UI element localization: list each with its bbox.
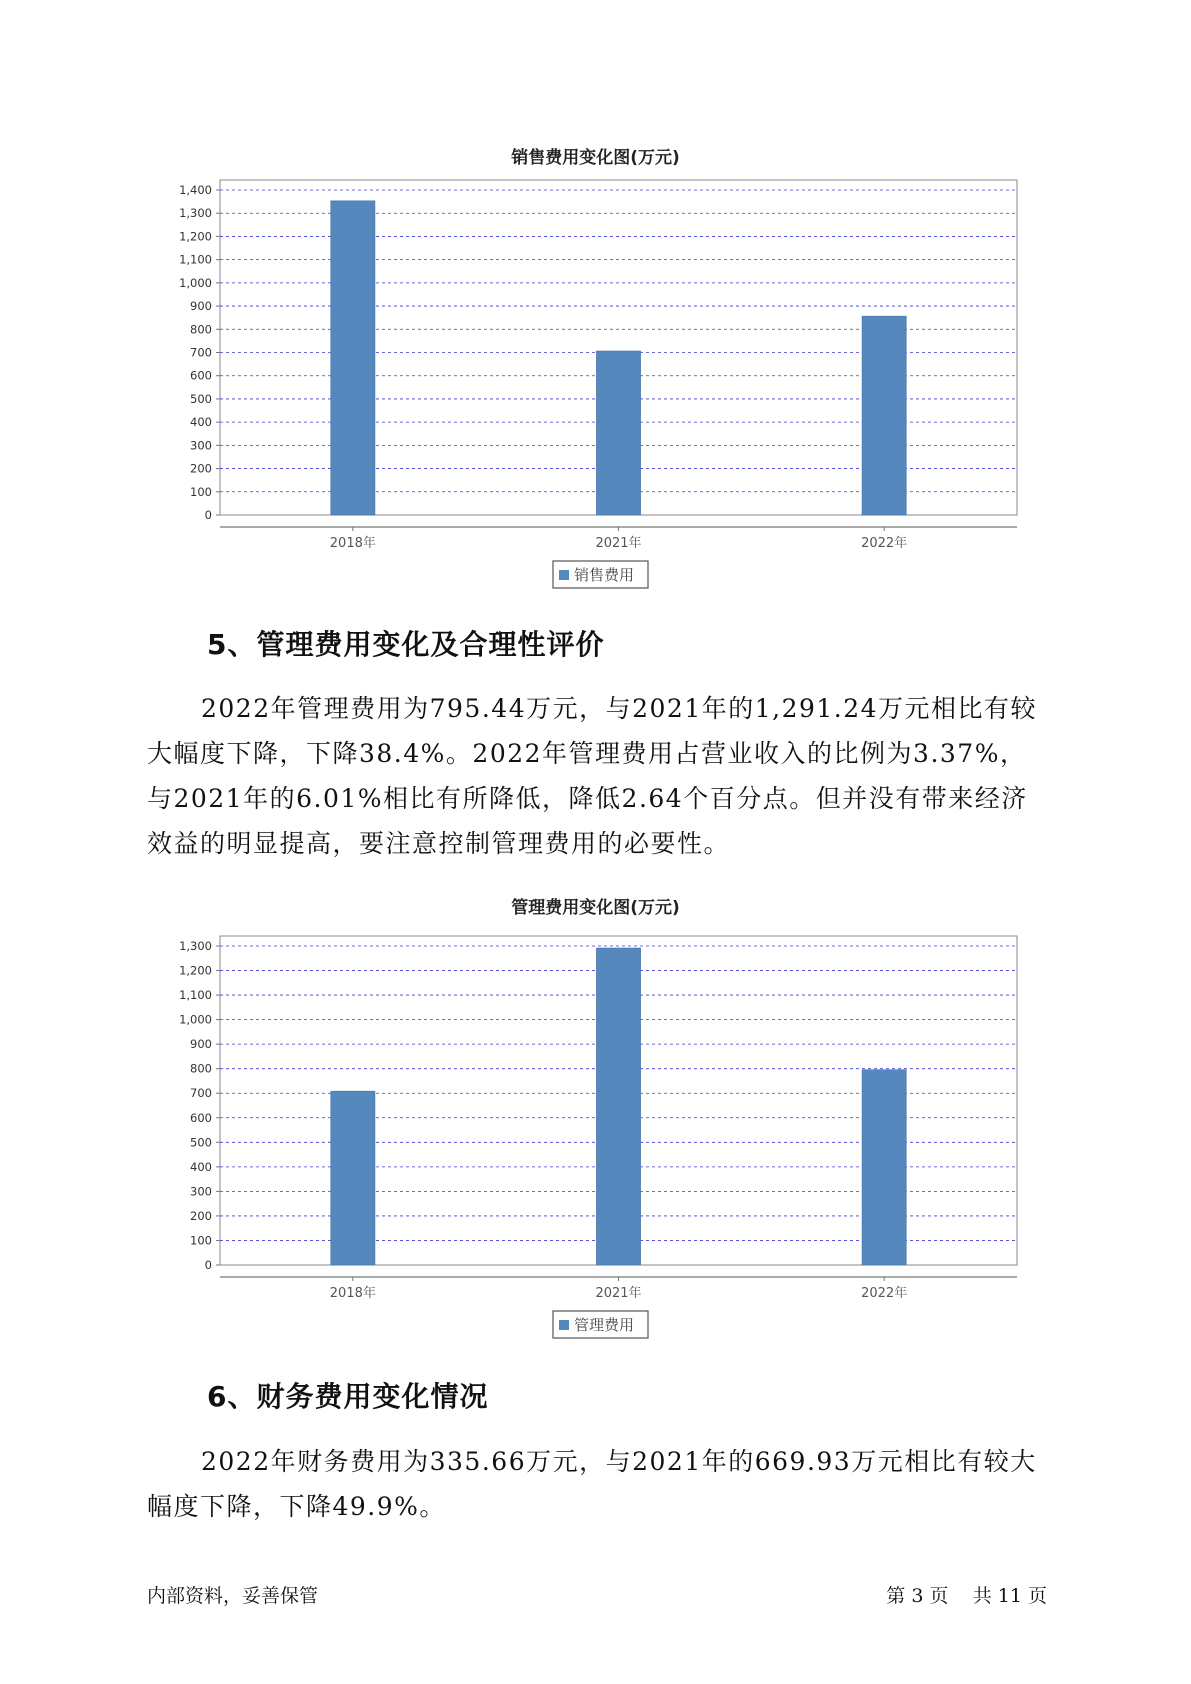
bar: [331, 1091, 375, 1265]
page-number: 3: [911, 1585, 924, 1607]
y-tick-label: 100: [190, 1233, 212, 1248]
y-tick-label: 1,000: [179, 275, 212, 290]
y-tick-label: 0: [204, 1258, 212, 1272]
x-tick-label: 2021年: [595, 1286, 642, 1301]
bar: [597, 351, 641, 515]
footer-confidential-note: 内部资料，妥善保管: [147, 1585, 319, 1607]
y-tick-label: 1,100: [179, 988, 212, 1003]
y-tick-label: 1,000: [179, 1012, 212, 1027]
y-tick-label: 1,400: [179, 183, 212, 197]
y-tick-label: 600: [190, 368, 212, 383]
total-label-prefix: 共: [972, 1585, 992, 1607]
footer-page-info: [886, 1581, 1047, 1608]
y-tick-label: 1,200: [179, 963, 212, 978]
y-tick-label: 400: [190, 415, 212, 430]
bar: [862, 1070, 906, 1265]
paragraph-finance-expense: 2022年财务费用为335.66万元，与2021年的669.93万元相比有较大幅度下降，下降49.9%。: [147, 1447, 1037, 1521]
y-tick-label: 700: [190, 345, 212, 360]
y-tick-label: 800: [190, 322, 212, 337]
y-tick-label: 500: [190, 1135, 212, 1150]
total-label-suffix: 页: [1027, 1585, 1047, 1607]
y-tick-label: 800: [190, 1061, 212, 1076]
y-tick-label: 1,200: [179, 229, 212, 244]
page-label-prefix: 第: [886, 1585, 906, 1607]
sales-expense-chart: [0, 170, 1191, 610]
chart-title-admin-expense: 管理费用变化图(万元): [511, 898, 680, 918]
y-tick-label: 1,300: [179, 206, 212, 221]
legend-swatch: [559, 570, 569, 580]
admin-expense-chart: [0, 920, 1191, 1360]
y-tick-label: 400: [190, 1159, 212, 1174]
y-tick-label: 600: [190, 1110, 212, 1125]
bar: [331, 201, 375, 515]
chart-title-sales-expense: 销售费用变化图(万元): [511, 148, 680, 168]
y-tick-label: 700: [190, 1086, 212, 1101]
y-tick-label: 100: [190, 484, 212, 499]
x-tick-label: 2021年: [595, 536, 642, 551]
x-tick-label: 2018年: [329, 1286, 376, 1301]
section-heading-finance-expense: 6、财务费用变化情况: [207, 1380, 489, 1413]
y-tick-label: 1,300: [179, 939, 212, 953]
x-tick-label: 2022年: [861, 1286, 908, 1301]
y-tick-label: 300: [190, 1184, 212, 1199]
bar: [597, 948, 641, 1265]
page-label-suffix: 页: [929, 1585, 949, 1607]
y-tick-label: 300: [190, 438, 212, 453]
y-tick-label: 900: [190, 299, 212, 314]
x-tick-label: 2022年: [861, 536, 908, 551]
bar: [862, 316, 906, 515]
y-tick-label: 1,100: [179, 252, 212, 267]
x-tick-label: 2018年: [329, 536, 376, 551]
y-tick-label: 900: [190, 1037, 212, 1052]
paragraph-admin-expense: 2022年管理费用为795.44万元，与2021年的1,291.24万元相比有较大幅度下降，下降38.4%。2022年管理费用占营业收入的比例为3.37%，与2021年的6.01%相比有所降低，降低2.64个百分点。但并没有带来经济效益的明显提高，要注意控制管理费用的必要性。: [147, 694, 1038, 858]
y-tick-label: 200: [190, 1208, 212, 1223]
y-tick-label: 200: [190, 461, 212, 476]
section-heading-admin-expense: 5、管理费用变化及合理性评价: [207, 628, 605, 661]
total-pages: 11: [997, 1585, 1022, 1607]
legend-label: 销售费用: [574, 566, 635, 584]
y-tick-label: 0: [204, 508, 212, 522]
legend-label: 管理费用: [574, 1316, 635, 1334]
y-tick-label: 500: [190, 391, 212, 406]
legend-swatch: [559, 1320, 569, 1330]
